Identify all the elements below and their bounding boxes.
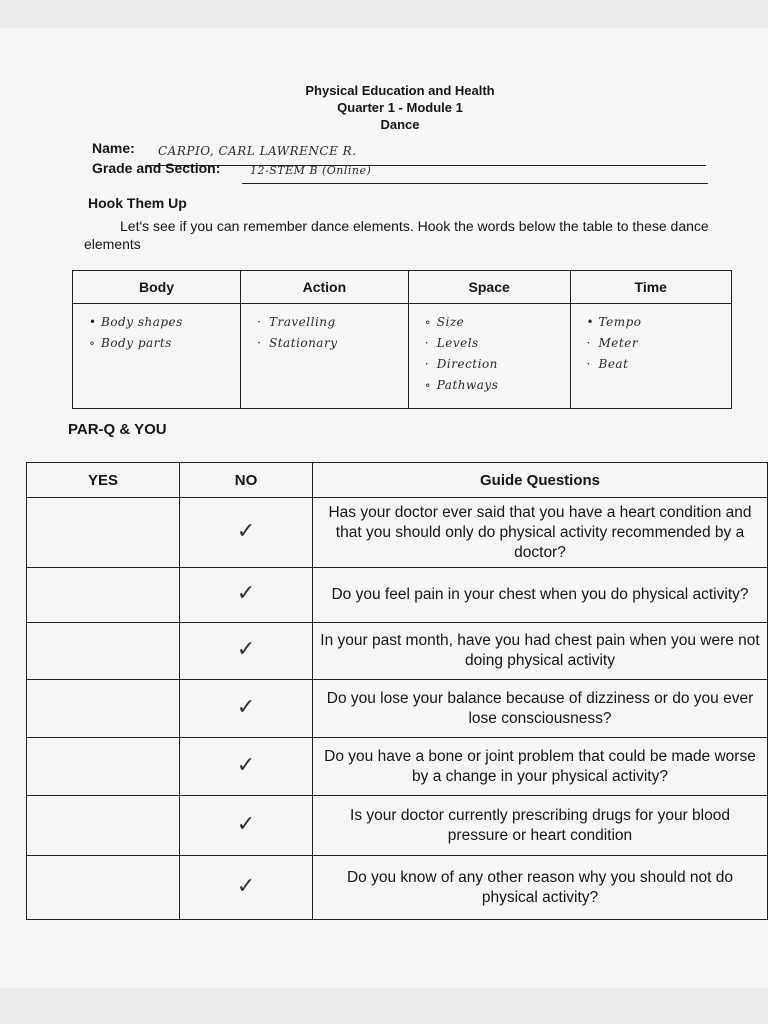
yes-cell [27,498,180,568]
list-item: ∘ Pathways [424,378,499,392]
yes-cell [27,796,180,856]
col-space: Space [408,271,570,304]
question-cell: Do you know of any other reason why you should not do physical activity? [313,856,768,920]
no-cell [180,738,313,796]
dance-elements-table [72,270,732,409]
no-cell [180,623,313,680]
col-body: Body [73,271,241,304]
table-header-row [73,271,732,304]
table-header-row [27,463,768,498]
question-cell: Do you have a bone or joint problem that could be made worse by a change in your physical activity? [313,738,768,796]
list-item: · Travelling [257,315,336,329]
checkmark-icon: ✓ [236,694,256,720]
yes-cell [27,568,180,623]
list-item: ∘ Body parts [89,336,172,350]
grade-section-label: Grade and Section: [92,160,221,176]
module-title: Quarter 1 - Module 1 [337,100,463,115]
name-label: Name: [92,140,135,156]
checkmark-icon: ✓ [236,518,256,544]
col-time: Time [570,271,731,304]
checkmark-icon: ✓ [236,811,256,837]
subject-title: Physical Education and Health [305,83,495,98]
name-value: CARPIO, CARL LAWRENCE R. [158,144,357,158]
table-row [27,680,768,738]
grade-underline [242,183,708,184]
yes-cell [27,623,180,680]
no-cell [180,680,313,738]
action-cell [241,304,409,409]
col-action: Action [241,271,409,304]
list-item: · Levels [424,336,479,350]
grade-section-value: 12-STEM B (Online) [250,164,372,177]
parq-table [26,462,768,920]
yes-cell [27,680,180,738]
table-row [27,623,768,680]
table-row [27,568,768,623]
space-cell [408,304,570,409]
yes-cell [27,738,180,796]
col-guide-questions: Guide Questions [313,463,768,498]
table-row [27,796,768,856]
table-row [27,856,768,920]
checkmark-icon: ✓ [236,637,256,662]
no-cell [180,856,313,920]
hook-title: Hook Them Up [88,195,187,211]
list-item: • Body shapes [89,315,183,329]
checkmark-icon: ✓ [236,752,256,778]
question-cell: Do you lose your balance because of dizziness or do you ever lose consciousness? [313,680,768,738]
list-item: · Direction [424,357,498,371]
no-cell [180,796,313,856]
list-item: • Tempo [586,315,642,329]
list-item: · Meter [586,336,639,350]
col-no: NO [180,463,313,498]
list-item: · Beat [586,357,629,371]
col-yes: YES [27,463,180,498]
yes-cell [27,856,180,920]
topic-title: Dance [380,117,420,132]
parq-title: PAR-Q & YOU [68,421,167,438]
table-row [27,498,768,568]
list-item: · Stationary [257,336,338,350]
table-row [27,738,768,796]
time-cell [570,304,731,409]
checkmark-icon: ✓ [236,873,256,899]
name-underline [146,165,706,166]
worksheet-header [0,82,768,133]
hook-instructions: Let's see if you can remember dance elements. Hook the words below the table to these dance elements [84,218,709,252]
question-cell: Has your doctor ever said that you have a heart condition and that you should only do physical activity recommended by a doctor? [313,498,768,568]
list-item: ∘ Size [424,315,465,329]
body-cell [73,304,241,409]
table-row [73,304,732,409]
no-cell [180,568,313,623]
checkmark-icon: ✓ [236,581,256,606]
question-cell: In your past month, have you had chest pain when you were not doing physical activity [313,623,768,680]
question-cell: Is your doctor currently prescribing drugs for your blood pressure or heart condition [313,796,768,856]
no-cell [180,498,313,568]
question-cell: Do you feel pain in your chest when you do physical activity? [313,568,768,623]
